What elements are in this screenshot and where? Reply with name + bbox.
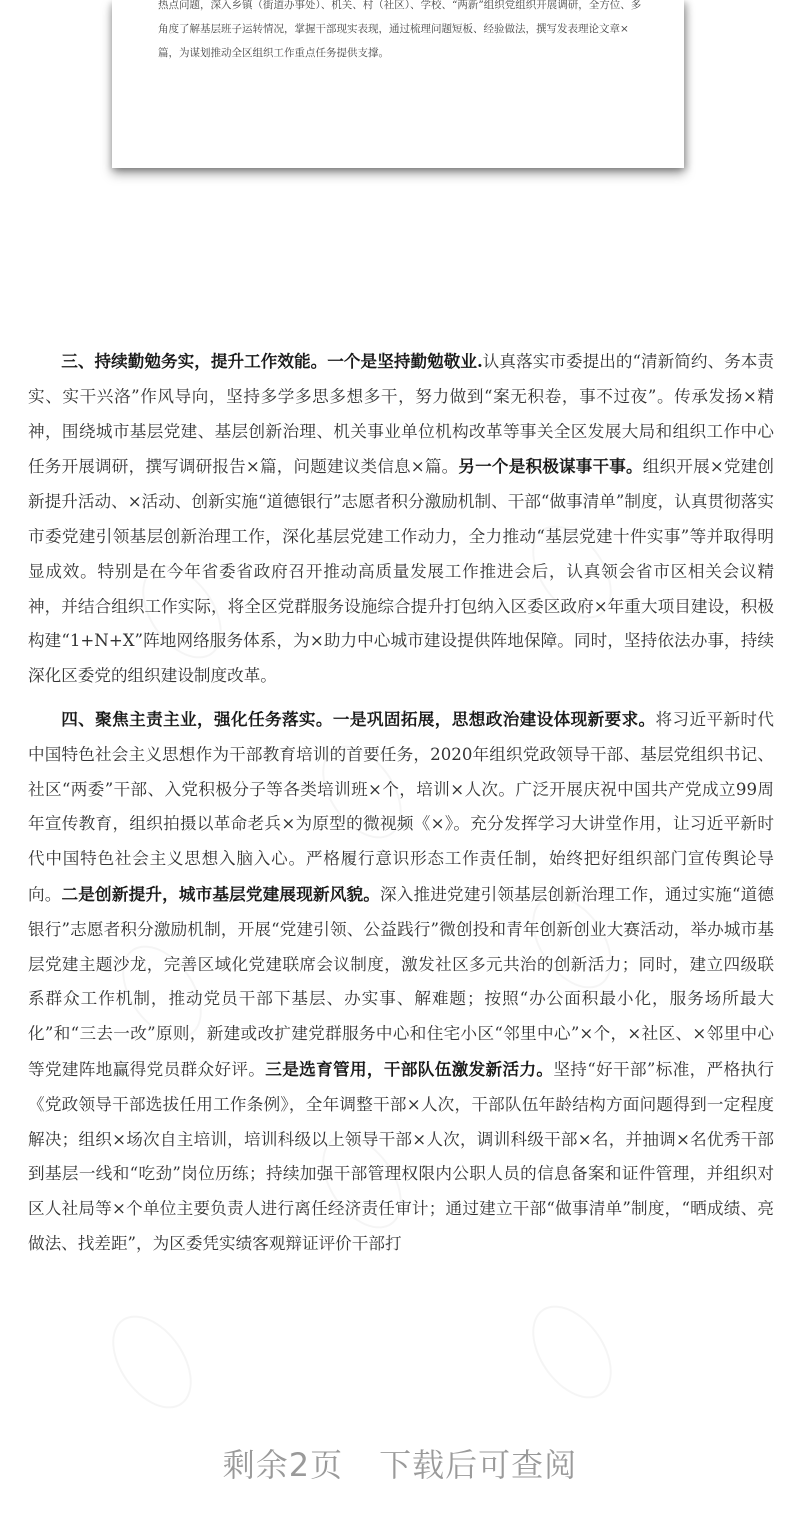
previous-page-preview bbox=[112, 0, 684, 168]
section-4-text-1: 将习近平新时代中国特色社会主义思想作为干部教育培训的首要任务，2020年组织党政领导干部、基层党组织书记、社区“两委”干部、入党积极分子等各类培训班×个，培训×人次。广泛开展庆祝中国共产党成立99周年宣传教育，组织拍摄以革命老兵×为原型的微视频《×》。充分发挥学习大讲堂作用，让习近平新时代中国特色社会主义思想入脑入心。严格履行意识形态工作责任制，始终把好组织部门宣传舆论导向。 bbox=[28, 709, 775, 904]
section-3-text-2: 组织开展×党建创新提升活动、×活动、创新实施“道德银行”志愿者积分激励机制、干部“做事清单”制度，认真贯彻落实市委党建引领基层创新治理工作，深化基层党建工作动力，全力推动“基层党建十件实事”等并取得明显成效。特别是在今年省委省政府召开推动高质量发展工作推进会后，认真领会省市区相关会议精神，并结合组织工作实际，将全区党群服务设施综合提升打包纳入区委区政府×年重大项目建设，积极构建“1+N+X”阵地网络服务体系，为×助力中心城市建设提供阵地保障。同时，坚持依法办事，持续深化区委党的组织建设制度改革。 bbox=[28, 457, 775, 686]
section-3-text-1: 认真落实市委提出的“清新简约、务本责实、实干兴洛”作风导向，坚持多学多思多想多干，努力做到“案无积卷，事不过夜”。传承发扬×精神，围绕城市基层党建、基层创新治理、机关事业单位机构改革等事关全区发展大局和组织工作中心任务开展调研，撰写调研报告×篇，问题建议类信息×篇。 bbox=[28, 352, 775, 477]
section-3-heading: 三、持续勤勉务实，提升工作效能。 bbox=[61, 351, 328, 371]
remaining-pages-label: 剩余2页 bbox=[222, 1446, 344, 1484]
section-4-paragraph bbox=[28, 702, 774, 1262]
section-4-heading: 四、聚焦主责主业，强化任务落实。 bbox=[61, 708, 333, 729]
document-body bbox=[28, 344, 774, 1262]
section-4-subheading-1: 一是巩固拓展，思想政治建设体现新要求。 bbox=[332, 708, 656, 729]
section-4-text-3: 坚持“好干部”标准，严格执行《党政领导干部选拔任用工作条例》，全年调整干部×人次，干部队伍年龄结构方面问题得到一定程度解决；组织×场次自主培训，培训科级以上领导干部×人次，调训科级干部×名，并抽调×名优秀干部到基层一线和“吃劲”岗位历练；持续加强干部管理权限内公职人员的信息备案和证件管理，并组织对区人社局等×个单位主要负责人进行离任经济责任审计；通过建立干部“做事清单”制度，“晒成绩、亮做法、找差距”，为区委凭实绩客观辩证评价干部打 bbox=[28, 1059, 775, 1253]
download-prompt[interactable] bbox=[0, 1440, 800, 1486]
section-4-subheading-2: 二是创新提升，城市基层党建展现新风貌。 bbox=[61, 883, 381, 904]
watermark-icon bbox=[516, 1291, 628, 1413]
section-3-subheading-2: 另一个是积极谋事干事。 bbox=[458, 456, 643, 477]
watermark-icon bbox=[96, 1301, 208, 1423]
section-3-paragraph bbox=[28, 344, 774, 694]
section-4-subheading-3: 三是选育管用，干部队伍激发新活力。 bbox=[265, 1058, 554, 1079]
section-4-text-2: 深入推进党建引领基层创新治理工作，通过实施“道德银行”志愿者积分激励机制，开展“党建引领、公益践行”微创投和青年创新创业大赛活动，举办城市基层党建主题沙龙，完善区域化党建联席会议制度，激发社区多元共治的创新活力；同时，建立四级联系群众工作机制，推动党员干部下基层、办实事、解难题；按照“办公面积最小化，服务场所最大化”和“三去一改”原则，新建或改扩建党群服务中心和住宅小区“邻里中心”×个，×社区、×邻里中心等党建阵地赢得党员群众好评。 bbox=[28, 884, 775, 1079]
preview-text: 热点问题，深入乡镇（街道办事处）、机关、村（社区）、学校、“两新”组织党组织开展调研，全方位、多角度了解基层班子运转情况，掌握干部现实表现，通过梳理问题短板、经验做法，撰写发表理论文章×篇，为谋划推动全区组织工作重点任务提供支撑。 bbox=[158, 0, 642, 59]
download-to-view-label: 下载后可查阅 bbox=[379, 1446, 578, 1484]
section-3-subheading-1: 一个是坚持勤勉敬业. bbox=[327, 351, 483, 371]
